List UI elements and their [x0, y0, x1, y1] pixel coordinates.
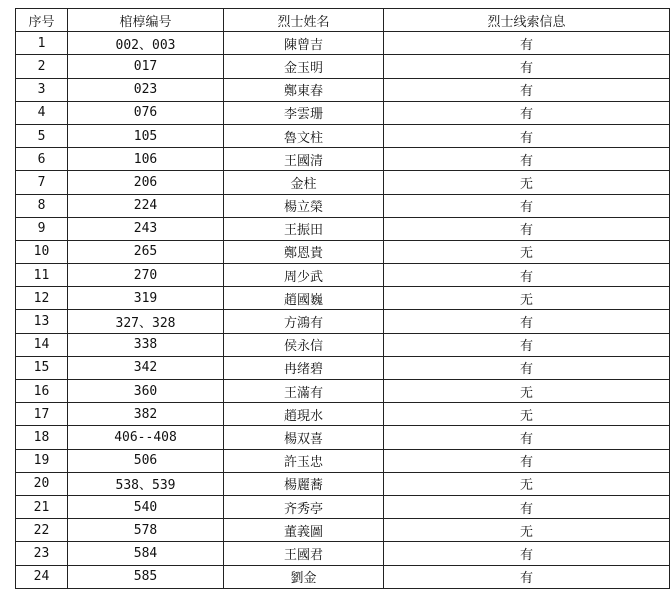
cell-coffin-number: 540	[68, 495, 224, 518]
table-row	[16, 171, 670, 194]
cell-clue-info: 有	[384, 542, 670, 565]
cell-clue-info: 有	[384, 78, 670, 101]
cell-martyr-name: 周少武	[224, 264, 384, 287]
table-row	[16, 542, 670, 565]
cell-clue-info: 无	[384, 240, 670, 263]
cell-martyr-name: 方鴻有	[224, 310, 384, 333]
header-row	[16, 9, 670, 32]
cell-index: 11	[16, 264, 68, 287]
cell-coffin-number: 338	[68, 333, 224, 356]
cell-clue-info: 无	[384, 171, 670, 194]
cell-coffin-number: 017	[68, 55, 224, 78]
table-row	[16, 565, 670, 588]
cell-coffin-number: 270	[68, 264, 224, 287]
table-row	[16, 148, 670, 171]
cell-martyr-name: 王振田	[224, 217, 384, 240]
cell-coffin-number: 076	[68, 101, 224, 124]
cell-clue-info: 有	[384, 55, 670, 78]
table-row	[16, 426, 670, 449]
cell-index: 2	[16, 55, 68, 78]
cell-martyr-name: 趙國巍	[224, 287, 384, 310]
cell-martyr-name: 侯永信	[224, 333, 384, 356]
cell-coffin-number: 382	[68, 403, 224, 426]
cell-martyr-name: 趙現水	[224, 403, 384, 426]
cell-coffin-number: 327、328	[68, 310, 224, 333]
table-row	[16, 124, 670, 147]
table-row	[16, 519, 670, 542]
cell-martyr-name: 王滿有	[224, 380, 384, 403]
header-clue-info: 烈士线索信息	[384, 9, 670, 32]
cell-index: 4	[16, 101, 68, 124]
table-row	[16, 403, 670, 426]
cell-clue-info: 有	[384, 333, 670, 356]
cell-martyr-name: 楊麗蕎	[224, 472, 384, 495]
cell-index: 8	[16, 194, 68, 217]
table-row	[16, 495, 670, 518]
table-row	[16, 32, 670, 55]
cell-martyr-name: 王國清	[224, 148, 384, 171]
cell-clue-info: 有	[384, 495, 670, 518]
cell-index: 13	[16, 310, 68, 333]
cell-martyr-name: 楊立榮	[224, 194, 384, 217]
cell-clue-info: 有	[384, 148, 670, 171]
table-row	[16, 240, 670, 263]
table-row	[16, 194, 670, 217]
cell-clue-info: 有	[384, 426, 670, 449]
cell-clue-info: 无	[384, 519, 670, 542]
cell-index: 3	[16, 78, 68, 101]
cell-martyr-name: 李雲珊	[224, 101, 384, 124]
cell-coffin-number: 342	[68, 356, 224, 379]
cell-martyr-name: 董義圖	[224, 519, 384, 542]
cell-index: 9	[16, 217, 68, 240]
cell-martyr-name: 劉金	[224, 565, 384, 588]
cell-coffin-number: 319	[68, 287, 224, 310]
cell-index: 12	[16, 287, 68, 310]
cell-clue-info: 无	[384, 287, 670, 310]
cell-index: 19	[16, 449, 68, 472]
martyr-table	[15, 8, 670, 589]
table-row	[16, 78, 670, 101]
cell-coffin-number: 506	[68, 449, 224, 472]
cell-index: 10	[16, 240, 68, 263]
cell-martyr-name: 冉绪碧	[224, 356, 384, 379]
header-index: 序号	[16, 9, 68, 32]
table-row	[16, 310, 670, 333]
cell-clue-info: 有	[384, 264, 670, 287]
table-row	[16, 101, 670, 124]
cell-clue-info: 有	[384, 356, 670, 379]
header-martyr-name: 烈士姓名	[224, 9, 384, 32]
cell-index: 20	[16, 472, 68, 495]
cell-martyr-name: 齐秀亭	[224, 495, 384, 518]
cell-index: 5	[16, 124, 68, 147]
cell-coffin-number: 023	[68, 78, 224, 101]
cell-index: 23	[16, 542, 68, 565]
cell-martyr-name: 金玉明	[224, 55, 384, 78]
cell-index: 6	[16, 148, 68, 171]
table-row	[16, 264, 670, 287]
cell-coffin-number: 578	[68, 519, 224, 542]
cell-martyr-name: 鄭恩貴	[224, 240, 384, 263]
cell-coffin-number: 584	[68, 542, 224, 565]
cell-martyr-name: 陳曾吉	[224, 32, 384, 55]
cell-coffin-number: 243	[68, 217, 224, 240]
cell-clue-info: 有	[384, 101, 670, 124]
cell-clue-info: 无	[384, 472, 670, 495]
table-row	[16, 287, 670, 310]
table-row	[16, 449, 670, 472]
table-row	[16, 333, 670, 356]
table-row	[16, 55, 670, 78]
cell-martyr-name: 王國君	[224, 542, 384, 565]
cell-coffin-number: 585	[68, 565, 224, 588]
cell-coffin-number: 002、003	[68, 32, 224, 55]
cell-coffin-number: 406--408	[68, 426, 224, 449]
cell-martyr-name: 許玉忠	[224, 449, 384, 472]
cell-clue-info: 有	[384, 194, 670, 217]
cell-clue-info: 有	[384, 310, 670, 333]
cell-index: 24	[16, 565, 68, 588]
cell-clue-info: 有	[384, 565, 670, 588]
cell-index: 16	[16, 380, 68, 403]
header-coffin-number: 棺椁编号	[68, 9, 224, 32]
cell-martyr-name: 金柱	[224, 171, 384, 194]
cell-clue-info: 无	[384, 380, 670, 403]
table-row	[16, 217, 670, 240]
cell-coffin-number: 265	[68, 240, 224, 263]
table-row	[16, 472, 670, 495]
table-row	[16, 380, 670, 403]
cell-index: 1	[16, 32, 68, 55]
cell-coffin-number: 106	[68, 148, 224, 171]
cell-coffin-number: 105	[68, 124, 224, 147]
cell-index: 22	[16, 519, 68, 542]
cell-index: 18	[16, 426, 68, 449]
cell-clue-info: 有	[384, 217, 670, 240]
cell-martyr-name: 鄭東春	[224, 78, 384, 101]
cell-index: 21	[16, 495, 68, 518]
cell-clue-info: 有	[384, 32, 670, 55]
cell-clue-info: 无	[384, 403, 670, 426]
cell-clue-info: 有	[384, 124, 670, 147]
cell-martyr-name: 楊双喜	[224, 426, 384, 449]
table-row	[16, 356, 670, 379]
cell-clue-info: 有	[384, 449, 670, 472]
cell-coffin-number: 360	[68, 380, 224, 403]
cell-index: 15	[16, 356, 68, 379]
cell-index: 17	[16, 403, 68, 426]
cell-coffin-number: 538、539	[68, 472, 224, 495]
cell-coffin-number: 224	[68, 194, 224, 217]
cell-martyr-name: 魯文柱	[224, 124, 384, 147]
cell-coffin-number: 206	[68, 171, 224, 194]
cell-index: 14	[16, 333, 68, 356]
cell-index: 7	[16, 171, 68, 194]
